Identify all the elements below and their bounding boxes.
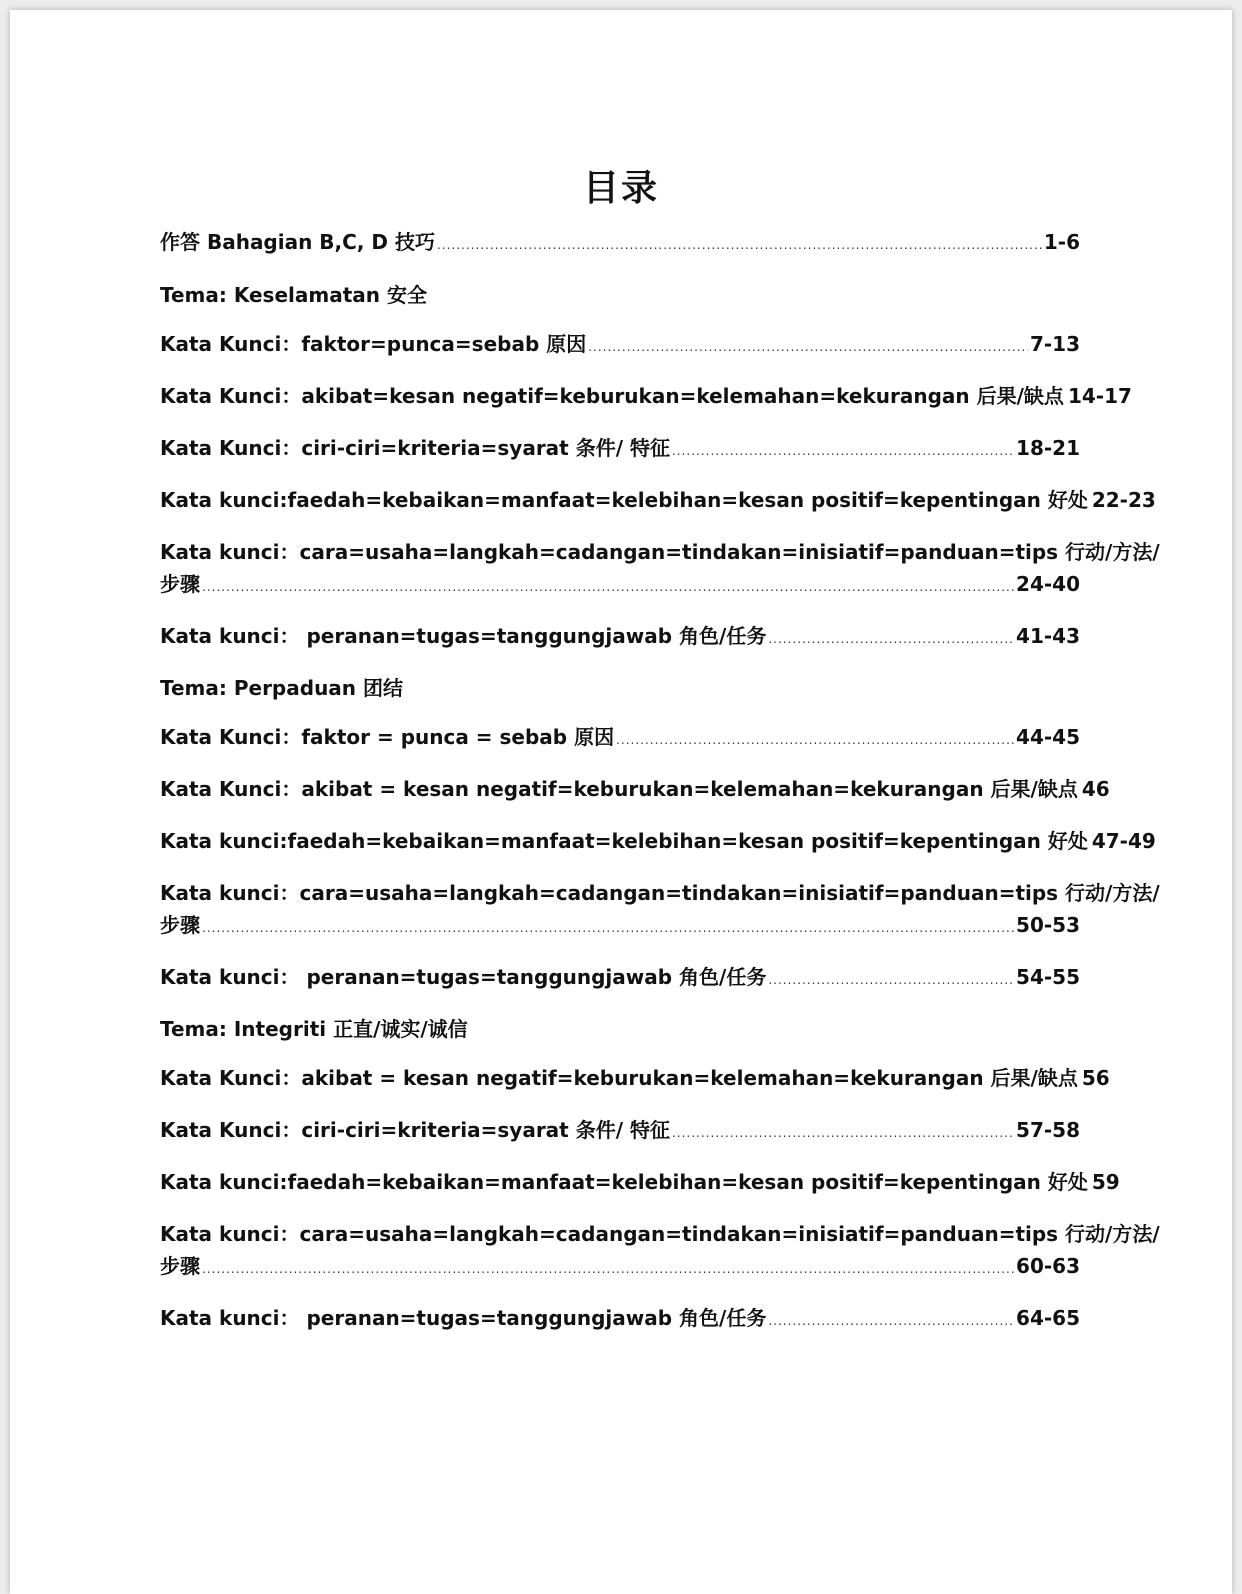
dot-leader: [768, 964, 1014, 996]
toc-page-range: 64-65: [1016, 1306, 1080, 1330]
toc-page-range: 50-53: [1016, 913, 1080, 937]
toc-entry-label: 步骤: [160, 913, 200, 937]
toc-page-range: 56: [1081, 1066, 1110, 1090]
toc-entry-label-line1: Kata kunci：cara=usaha=langkah=cadangan=tindakan=inisiatif=panduan=tips 行动/方法/: [160, 881, 1160, 905]
toc-entry-intro[interactable]: [160, 226, 1080, 261]
dot-leader: [202, 1253, 1014, 1285]
toc-page-range: 60-63: [1016, 1254, 1080, 1278]
toc-entry[interactable]: [160, 536, 1160, 603]
toc-entry-label: Kata Kunci：ciri-ciri=kriteria=syarat 条件/ 特征: [160, 436, 670, 460]
theme-heading-perpaduan: Tema: Perpaduan 团结: [160, 676, 403, 700]
toc-entry[interactable]: [160, 721, 1080, 756]
toc-page-range: 47-49: [1091, 829, 1156, 853]
toc-entry-label: Kata Kunci：faktor = punca = sebab 原因: [160, 725, 615, 749]
toc-entry-label: Kata kunci:faedah=kebaikan=manfaat=kelebihan=kesan positif=kepentingan 好处: [160, 829, 1088, 853]
toc-entry[interactable]: [160, 432, 1080, 467]
toc-entry-label-line1: Kata kunci：cara=usaha=langkah=cadangan=tindakan=inisiatif=panduan=tips 行动/方法/: [160, 540, 1160, 564]
toc-entry-label: Kata kunci： peranan=tugas=tanggungjawab 角色/任务: [160, 965, 767, 989]
toc-entry-label: Kata kunci： peranan=tugas=tanggungjawab 角色/任务: [160, 624, 767, 648]
document-page: [10, 10, 1232, 1594]
toc-page-range: 41-43: [1016, 624, 1080, 648]
toc-entry[interactable]: [160, 1166, 1120, 1201]
toc-entry-label: Kata Kunci：ciri-ciri=kriteria=syarat 条件/ 特征: [160, 1118, 670, 1142]
toc-entry-label: Kata kunci:faedah=kebaikan=manfaat=kelebihan=kesan positif=kepentingan 好处: [160, 488, 1088, 512]
toc-page-range: 54-55: [1016, 965, 1080, 989]
toc-page-range: 24-40: [1016, 572, 1080, 596]
dot-leader: [672, 435, 1014, 467]
toc-entry[interactable]: [160, 961, 1080, 996]
toc-entry-label: Kata kunci： peranan=tugas=tanggungjawab 角色/任务: [160, 1306, 767, 1330]
toc-entry[interactable]: [160, 1114, 1080, 1149]
toc-entry[interactable]: [160, 620, 1080, 655]
toc-page-range: 18-21: [1016, 436, 1080, 460]
dot-leader: [588, 331, 1028, 363]
toc-entry[interactable]: [160, 1062, 1110, 1097]
toc-entry-label: 作答 Bahagian B,C, D 技巧: [160, 230, 435, 254]
theme-heading-integriti: Tema: Integriti 正直/诚实/诚信: [160, 1017, 468, 1041]
toc-page-range: 22-23: [1091, 488, 1156, 512]
toc-page-range: 57-58: [1016, 1118, 1080, 1142]
toc-page-range: 46: [1081, 777, 1110, 801]
toc-entry-label: Kata Kunci：faktor=punca=sebab 原因: [160, 332, 587, 356]
toc-entry[interactable]: [160, 825, 1156, 860]
toc-entry[interactable]: [160, 877, 1160, 944]
toc-entry[interactable]: [160, 1218, 1160, 1285]
toc-entry-label: Kata Kunci：akibat=kesan negatif=keburukan=kelemahan=kekurangan 后果/缺点: [160, 384, 1064, 408]
toc-entry-label-line1: Kata kunci：cara=usaha=langkah=cadangan=tindakan=inisiatif=panduan=tips 行动/方法/: [160, 1222, 1160, 1246]
dot-leader: [768, 623, 1014, 655]
toc-page-range: 59: [1091, 1170, 1120, 1194]
dot-leader: [768, 1305, 1014, 1337]
toc-entry-label: 步骤: [160, 1254, 200, 1278]
toc-entry-label: 步骤: [160, 572, 200, 596]
toc-entry-label: Kata kunci:faedah=kebaikan=manfaat=kelebihan=kesan positif=kepentingan 好处: [160, 1170, 1088, 1194]
toc-page-range: 7-13: [1029, 332, 1080, 356]
toc-entry[interactable]: [160, 484, 1156, 519]
toc-page-range: 1-6: [1043, 230, 1080, 254]
toc-entry[interactable]: [160, 328, 1080, 363]
dot-leader: [202, 571, 1014, 603]
toc-page-range: 14-17: [1067, 384, 1132, 408]
dot-leader: [616, 724, 1014, 756]
toc-entry[interactable]: [160, 380, 1132, 415]
dot-leader: [672, 1117, 1014, 1149]
toc-entry[interactable]: [160, 1302, 1080, 1337]
toc-page-range: 44-45: [1016, 725, 1080, 749]
table-of-contents: [160, 226, 1160, 1354]
theme-heading-keselamatan: Tema: Keselamatan 安全: [160, 283, 427, 307]
toc-entry[interactable]: [160, 773, 1110, 808]
toc-entry-label: Kata Kunci：akibat = kesan negatif=keburukan=kelemahan=kekurangan 后果/缺点: [160, 1066, 1078, 1090]
dot-leader: [202, 912, 1014, 944]
dot-leader: [437, 229, 1042, 261]
page-title: 目录: [582, 168, 659, 209]
toc-entry-label: Kata Kunci：akibat = kesan negatif=keburukan=kelemahan=kekurangan 后果/缺点: [160, 777, 1078, 801]
